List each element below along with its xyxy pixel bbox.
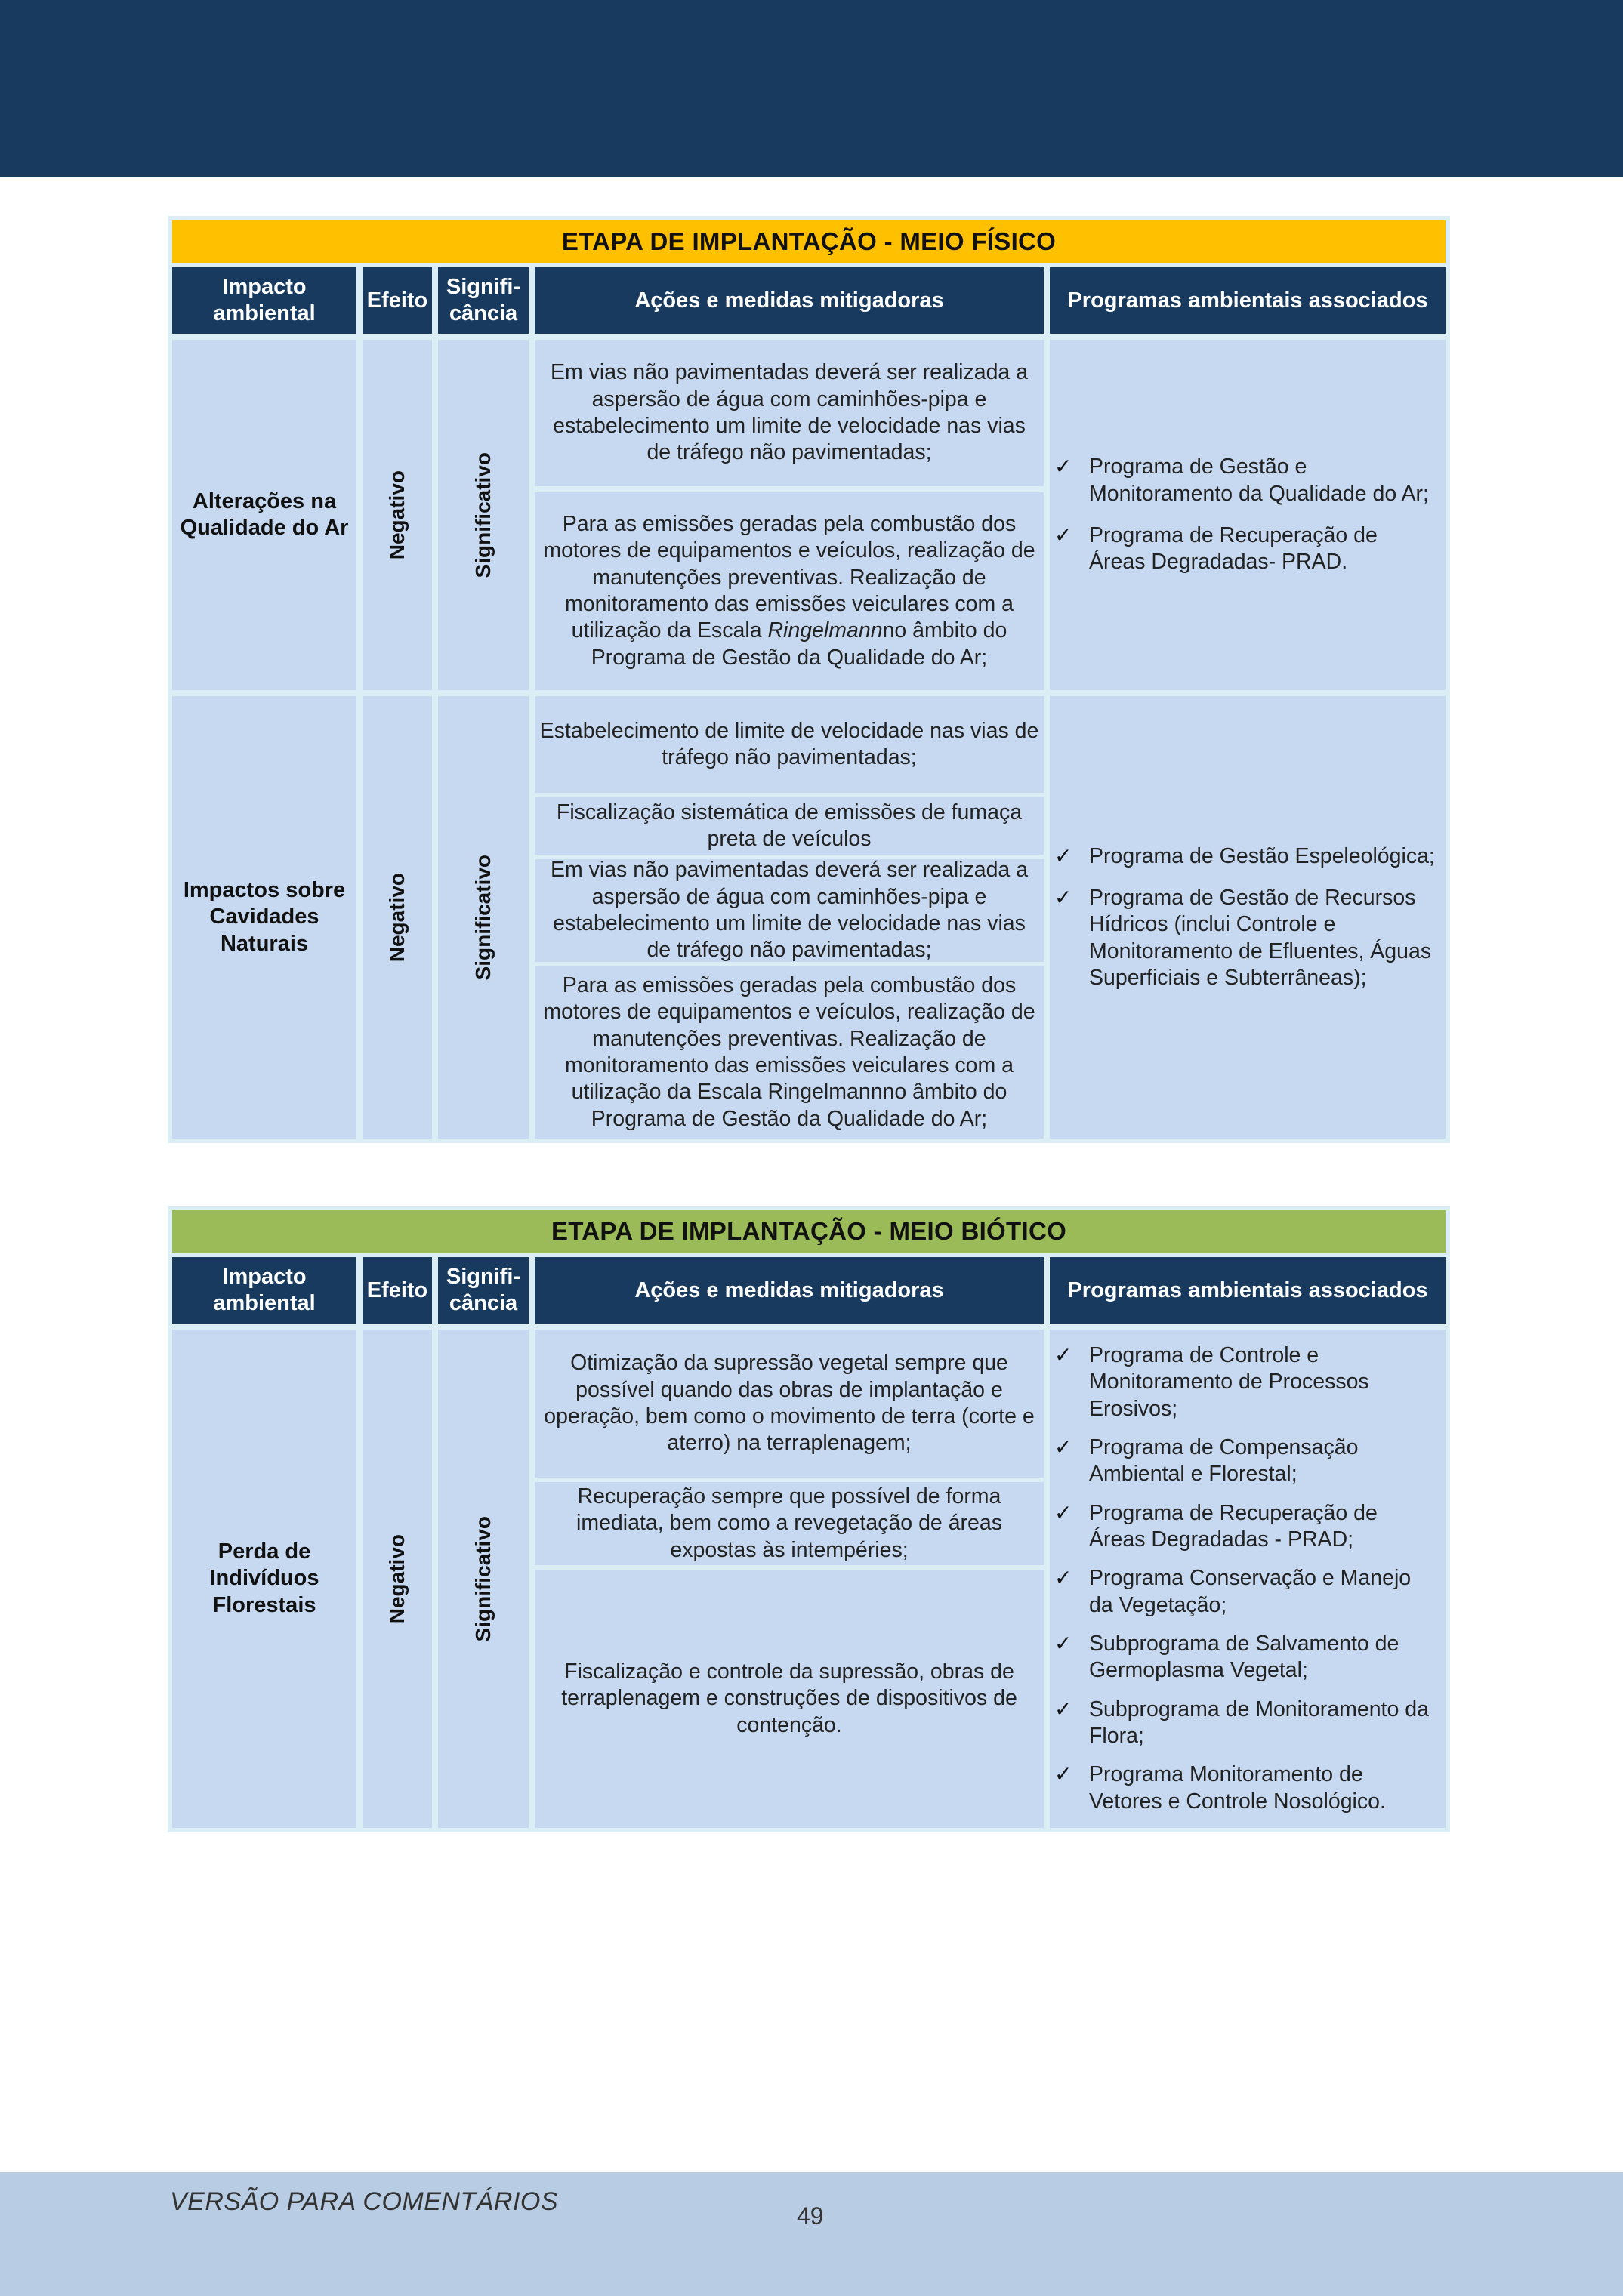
biotic-environment-table [168, 1206, 1450, 1832]
effect-cell [363, 1330, 432, 1828]
column-header-impact: Impacto ambiental [172, 1257, 356, 1324]
program-list-item: ✓ Programa de Controle e Monitoramento de Processos Erosivos; [1054, 1343, 1369, 1421]
effect-label: Negativo [385, 470, 409, 560]
effect-cell [363, 696, 432, 1139]
significance-label: Significativo [471, 451, 495, 578]
program-list-item: ✓ Programa Conservação e Manejo da Vegetação; [1054, 1566, 1412, 1617]
physical-table-title: ETAPA DE IMPLANTAÇÃO - MEIO FÍSICO [172, 220, 1446, 263]
programs-cell [1050, 340, 1446, 690]
checkmark-icon: ✓ [1054, 1631, 1072, 1655]
program-list-item: ✓ Programa Monitoramento de Vetores e Controle Nosológico. [1054, 1762, 1386, 1814]
significance-cell [438, 696, 529, 1139]
column-header-actions: Ações e medidas mitigadoras [535, 267, 1044, 334]
mitigation-action-cell: Fiscalização sistemática de emissões de fumaça preta de veículos [535, 797, 1044, 855]
impact-cell: Alterações na Qualidade do Ar [172, 340, 356, 690]
checkmark-icon: ✓ [1054, 1566, 1072, 1590]
column-header-programs: Programas ambientais associados [1050, 1257, 1446, 1324]
programs-cell [1050, 1330, 1446, 1828]
checkmark-icon: ✓ [1054, 843, 1072, 868]
checkmark-icon: ✓ [1054, 523, 1072, 547]
impact-cell: Impactos sobre Cavidades Naturais [172, 696, 356, 1139]
significance-label: Significativo [471, 1515, 495, 1642]
checkmark-icon: ✓ [1054, 1343, 1072, 1367]
program-list-item: ✓ Programa de Recuperação de Áreas Degradadas- PRAD. [1054, 523, 1378, 575]
mitigation-action-cell: Recuperação sempre que possível de forma imediata, bem como a revegetação de áreas expostas às intempéries; [535, 1482, 1044, 1565]
program-list-item: ✓ Programa de Recuperação de Áreas Degradadas - PRAD; [1054, 1500, 1378, 1552]
significance-cell [438, 1330, 529, 1828]
program-list-item: ✓ Programa de Gestão de Recursos Hídricos (inclui Controle e Monitoramento de Efluentes, Águas Superficiais e Subterrâneas); [1054, 886, 1432, 990]
mitigation-action-cell: Fiscalização e controle da supressão, obras de terraplenagem e construções de dispositivos de contenção. [535, 1570, 1044, 1828]
impact-cell: Perda de Indivíduos Florestais [172, 1330, 356, 1828]
program-list-item: ✓ Programa de Gestão Espeleológica; [1054, 843, 1435, 868]
programs-cell [1050, 696, 1446, 1139]
biotic-table-title: ETAPA DE IMPLANTAÇÃO - MEIO BIÓTICO [172, 1210, 1446, 1253]
mitigation-action-cell: Otimização da supressão vegetal sempre que possível quando das obras de implantação e operação, bem como o movimento de terra (corte e aterro) na terraplenagem; [535, 1330, 1044, 1478]
checkmark-icon: ✓ [1054, 1697, 1072, 1721]
significance-label: Significativo [471, 854, 495, 981]
column-header-significance: Signifi-cância [438, 267, 529, 334]
checkmark-icon: ✓ [1054, 1435, 1072, 1459]
effect-label: Negativo [385, 872, 409, 963]
column-header-programs: Programas ambientais associados [1050, 267, 1446, 334]
page-number: 49 [797, 2202, 824, 2230]
program-list-item: ✓ Subprograma de Monitoramento da Flora; [1054, 1697, 1429, 1748]
program-list-item: ✓ Programa de Compensação Ambiental e Florestal; [1054, 1435, 1359, 1487]
column-header-significance: Signifi-cância [438, 1257, 529, 1324]
program-list-item: ✓ Programa de Gestão e Monitoramento da Qualidade do Ar; [1054, 455, 1429, 506]
physical-environment-table [168, 216, 1450, 1143]
effect-label: Negativo [385, 1533, 409, 1624]
mitigation-action-cell: Para as emissões geradas pela combustão dos motores de equipamentos e veículos, realização de manutenções preventivas. Realização de monitoramento das emissões veiculares com a utilização da Escala Ringelmannno âmbito do Programa de Gestão da Qualidade do Ar; [535, 966, 1044, 1139]
checkmark-icon: ✓ [1054, 1762, 1072, 1786]
checkmark-icon: ✓ [1054, 455, 1072, 479]
mitigation-action-cell: Estabelecimento de limite de velocidade nas vias de tráfego não pavimentadas; [535, 696, 1044, 793]
program-list-item: ✓ Subprograma de Salvamento de Germoplasma Vegetal; [1054, 1631, 1399, 1683]
significance-cell [438, 340, 529, 690]
column-header-effect: Efeito [363, 1257, 432, 1324]
mitigation-action-cell: Em vias não pavimentadas deverá ser realizada a aspersão de água com caminhões-pipa e estabelecimento um limite de velocidade nas vias de tráfego não pavimentadas; [535, 859, 1044, 962]
effect-cell [363, 340, 432, 690]
column-header-impact: Impacto ambiental [172, 267, 356, 334]
mitigation-action-text: Para as emissões geradas pela combustão dos motores de equipamentos e veículos, realização de manutenções preventivas. Realização de monitoramento das emissões veiculares com a utilização da Escala Ringelmannno âmbito do Programa de Gestão da Qualidade do Ar; [543, 512, 1035, 670]
checkmark-icon: ✓ [1054, 886, 1072, 909]
mitigation-action-cell: Em vias não pavimentadas deverá ser realizada a aspersão de água com caminhões-pipa e estabelecimento um limite de velocidade nas vias de tráfego não pavimentadas; [535, 340, 1044, 486]
mitigation-action-cell [535, 492, 1044, 690]
version-label: VERSÃO PARA COMENTÁRIOS [170, 2187, 559, 2216]
top-header-band [0, 0, 1623, 177]
checkmark-icon: ✓ [1054, 1500, 1072, 1524]
column-header-effect: Efeito [363, 267, 432, 334]
column-header-actions: Ações e medidas mitigadoras [535, 1257, 1044, 1324]
